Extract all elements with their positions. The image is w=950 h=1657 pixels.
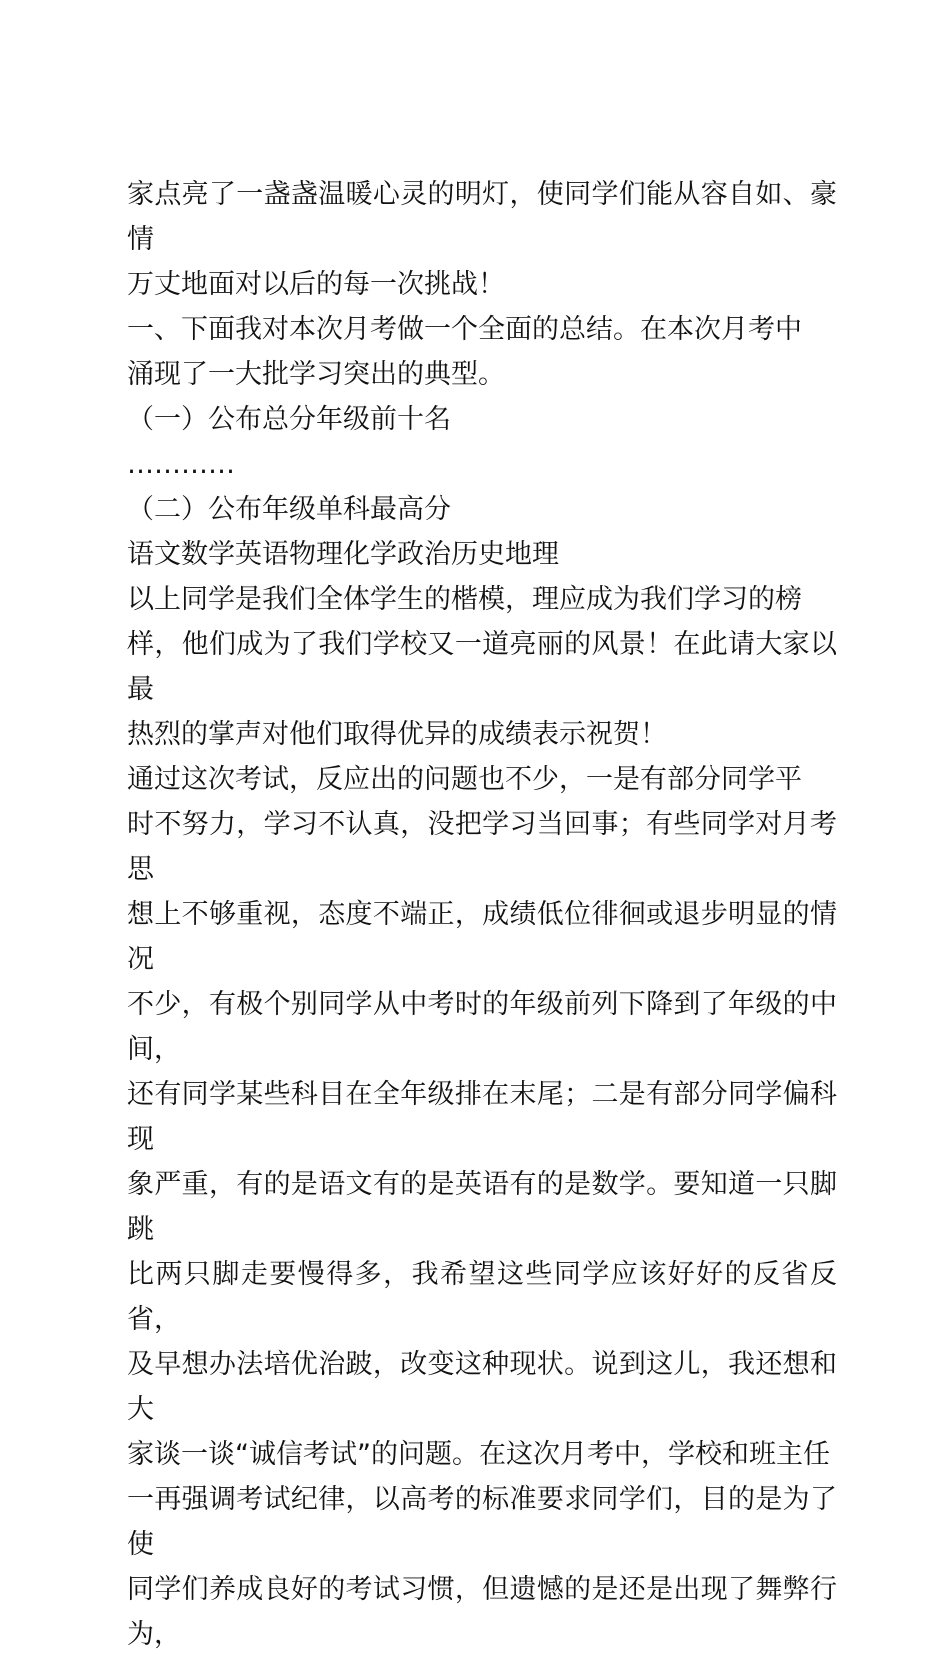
text-line: 家点亮了一盏盏温暖心灵的明灯，使同学们能从容自如、豪情 [127,179,837,255]
text-line: 家谈一谈“诚信考试”的问题。在这次月考中，学校和班主任 [127,1439,830,1470]
document-body [127,172,837,1657]
text-line: 万丈地面对以后的每一次挑战！ [127,269,505,300]
text-line: 不少，有极个别同学从中考时的年级前列下降到了年级的中间， [127,989,837,1065]
text-line: 时不努力，学习不认真，没把学习当回事；有些同学对月考思 [127,809,837,885]
text-line: 象严重，有的是语文有的是英语有的是数学。要知道一只脚跳 [127,1169,837,1245]
text-line: 比两只脚走要慢得多，我希望这些同学应该好好的反省反省， [127,1259,837,1335]
subsection-heading: （一）公布总分年级前十名 [127,404,451,435]
ellipsis-line: ………… [127,449,235,480]
text-line: 想上不够重视，态度不端正，成绩低位徘徊或退步明显的情况 [127,899,837,975]
text-line: 涌现了一大批学习突出的典型。 [127,359,505,390]
text-line: 一再强调考试纪律，以高考的标准要求同学们，目的是为了使 [127,1484,837,1560]
text-line: 及早想办法培优治跛，改变这种现状。说到这儿，我还想和大 [127,1349,837,1425]
text-line: 以上同学是我们全体学生的楷模，理应成为我们学习的榜 [127,584,802,615]
subject-list: 语文数学英语物理化学政治历史地理 [127,539,559,570]
section-heading: 一、下面我对本次月考做一个全面的总结。在本次月考中 [127,314,802,345]
text-line: 样，他们成为了我们学校又一道亮丽的风景！在此请大家以最 [127,629,837,705]
subsection-heading: （二）公布年级单科最高分 [127,494,451,525]
text-line: 同学们养成良好的考试习惯，但遗憾的是还是出现了舞弊行为， [127,1574,837,1650]
text-line: 还有同学某些科目在全年级排在末尾；二是有部分同学偏科现 [127,1079,837,1155]
text-line: 通过这次考试，反应出的问题也不少，一是有部分同学平 [127,764,802,795]
text-line: 热烈的掌声对他们取得优异的成绩表示祝贺！ [127,719,667,750]
